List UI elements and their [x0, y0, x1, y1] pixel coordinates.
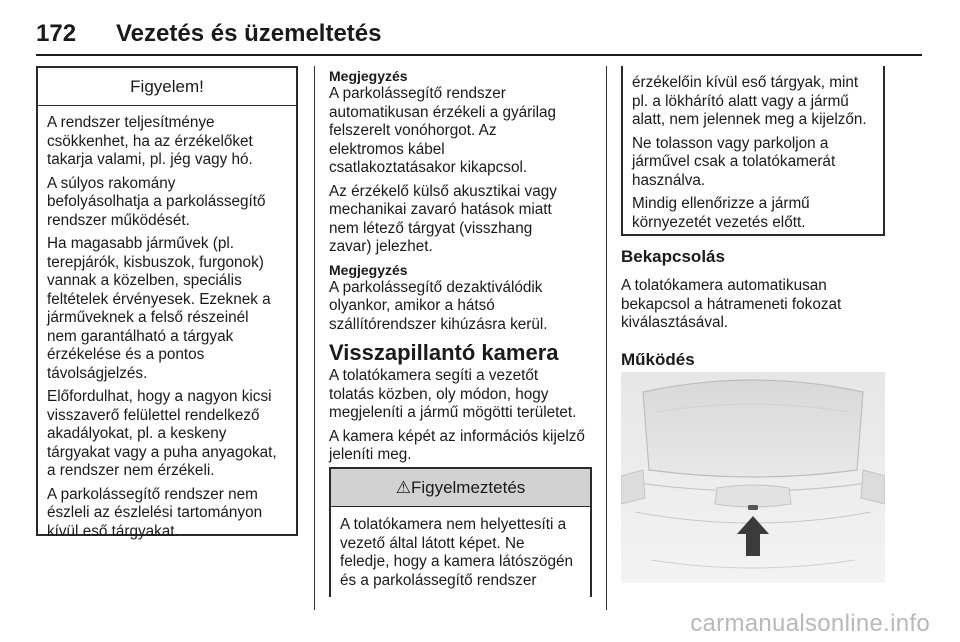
warning-box-body: [38, 106, 296, 541]
note-title: Megjegyzés: [329, 68, 408, 84]
column-divider-1: [314, 66, 315, 610]
caution-paragraph: Ne tolasson vagy parkoljon a járművel csak a tolatókamerát használva.: [632, 134, 836, 189]
warning-paragraph: Ha magasabb járművek (pl. terepjárók, kisbuszok, furgonok) vannak a közelben, speciális feltételek érvényesek. Ezeknek a járműveknek a felső részeinél nem garantálható a tárgyak érzékelése és a pontos távolságjelzés.: [47, 235, 271, 382]
caution-box-continued-body: [623, 66, 883, 232]
rear-camera-illustration: [621, 372, 885, 583]
caution-paragraph: Mindig ellenőrizze a jármű környezetét vezetés előtt.: [632, 195, 810, 231]
note-paragraph: A parkolássegítő dezaktiválódik olyankor, amikor a hátsó szállítórendszer kihúzásra kerül.: [329, 278, 548, 333]
caution-paragraph: A tolatókamera nem helyettesíti a vezető által látott képet. Ne feledje, hogy a kamera látószögén és a parkolássegítő rendszer: [340, 516, 574, 589]
warning-triangle-icon: ⚠: [395, 478, 411, 498]
caution-box-body: [331, 507, 590, 590]
watermark: carmanualsonline.info: [690, 610, 930, 637]
caution-paragraph: érzékelőin kívül eső tárgyak, mint pl. a lökhárító alatt vagy a jármű alatt, nem jelennek meg a kijelzőn.: [632, 74, 867, 128]
car-rear-drawing: [621, 372, 885, 583]
warning-box-caution-continued: [621, 66, 885, 236]
warning-paragraph: A parkolássegítő rendszer nem észleli az észlelési tartományon kívül eső tárgyakat.: [47, 485, 263, 540]
section-title-switching-on: Bekapcsolás: [621, 247, 725, 266]
column-3: [621, 246, 891, 371]
caution-box-header: [331, 469, 590, 507]
caution-box-title: Figyelmeztetés: [410, 478, 526, 497]
section-paragraph: A tolatókamera segíti a vezetőt tolatás közben, oly módon, hogy megjeleníti a jármű mögötti területet.: [329, 367, 577, 421]
warning-box-attention: [36, 66, 298, 540]
column-2: [329, 68, 597, 470]
warning-paragraph: A rendszer teljesítménye csökkenhet, ha az érzékelőket takarja valami, pl. jég vagy hó.: [47, 114, 253, 168]
section-paragraph: A kamera képét az információs kijelző jeleníti meg.: [329, 427, 585, 463]
header-rule: [36, 54, 922, 56]
page-number: 172: [36, 20, 77, 47]
page-header: [36, 20, 936, 54]
section-paragraph: A tolatókamera automatikusan bekapcsol a hátrameneti fokozat kiválasztásával.: [621, 277, 842, 331]
warning-box-caution: [329, 467, 592, 597]
page-title: Vezetés és üzemeltetés: [116, 20, 382, 47]
note-paragraph: Az érzékelő külső akusztikai vagy mechanikai zavaró hatások miatt nem létező tárgyat (visszhang zavar) jelezhet.: [329, 182, 557, 255]
column-divider-2: [606, 66, 607, 610]
note-paragraph: A parkolássegítő rendszer automatikusan érzékeli a gyárilag felszerelt vonóhorgot. Az elektromos kábel csatlakoztatásakor kikapcsol.: [329, 85, 557, 176]
note-title: Megjegyzés: [329, 261, 408, 278]
warning-paragraph: A súlyos rakomány befolyásolhatja a parkolássegítő rendszer működését.: [47, 174, 266, 229]
warning-paragraph: Előfordulhat, hogy a nagyon kicsi visszaverő felülettel rendelkező akadályokat, pl. a keskeny tárgyakat vagy a puha anyagokat, a rendszer nem érzékeli.: [47, 388, 277, 479]
section-title-rear-camera: Visszapillantó kamera: [329, 340, 559, 365]
warning-box-title: Figyelem!: [38, 68, 296, 106]
section-title-operation: Működés: [621, 349, 695, 369]
